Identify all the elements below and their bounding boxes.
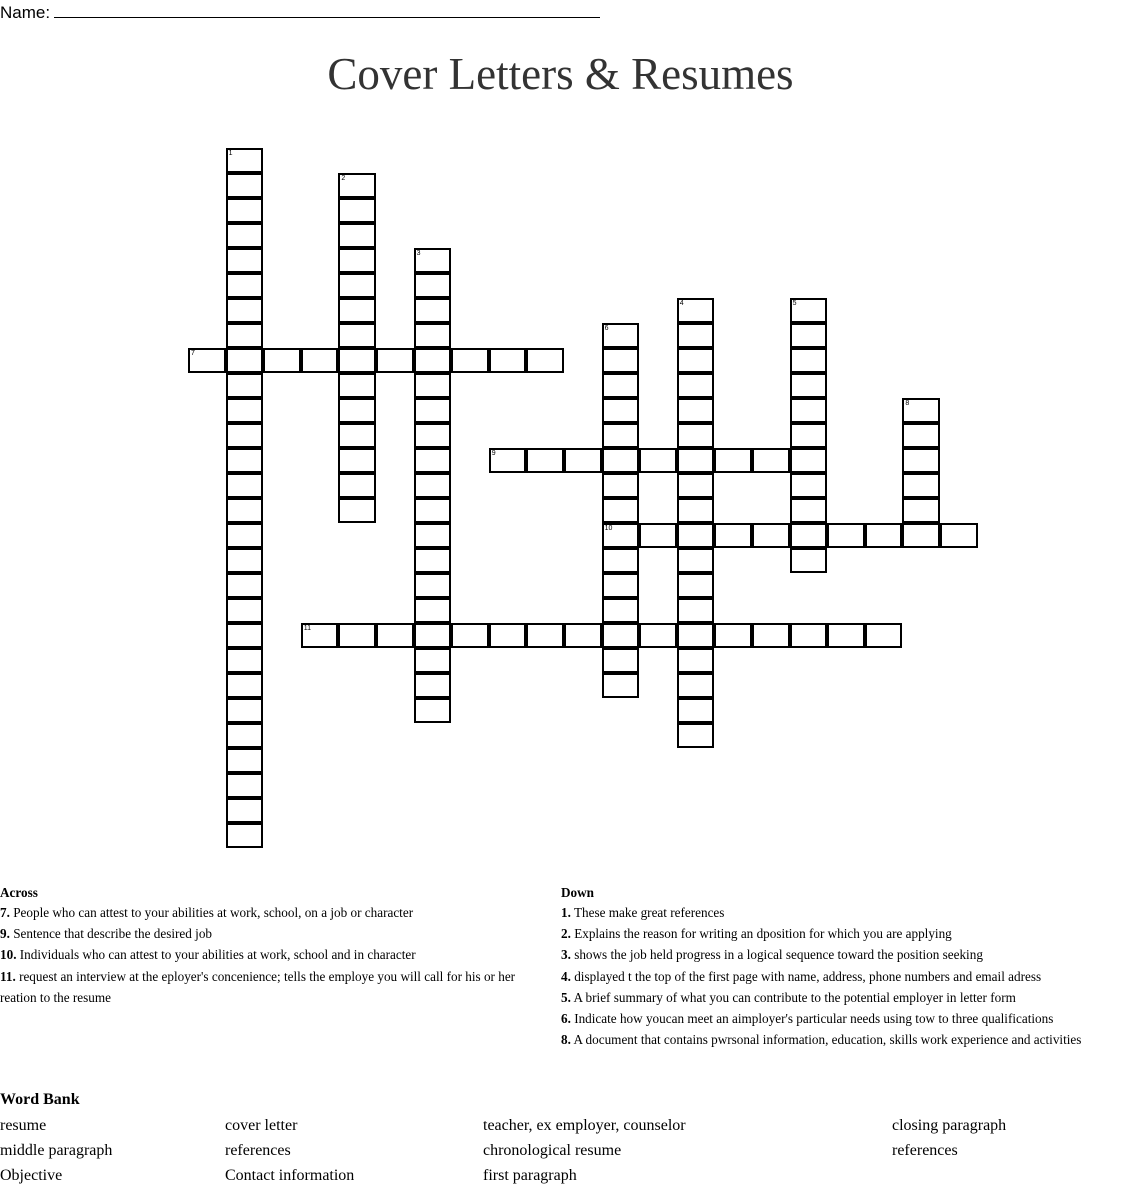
clue-number: 3.	[561, 947, 571, 963]
crossword-cell[interactable]	[902, 473, 940, 498]
crossword-cell[interactable]	[714, 623, 752, 648]
crossword-cell[interactable]	[602, 498, 640, 523]
crossword-cell[interactable]	[226, 823, 264, 848]
crossword-cell[interactable]	[338, 473, 376, 498]
clue-number: 2	[341, 175, 346, 182]
crossword-cell[interactable]	[677, 723, 715, 748]
down-clues	[561, 884, 1121, 1050]
crossword-cell[interactable]	[226, 248, 264, 273]
clue-number: 8.	[561, 1032, 571, 1048]
crossword-cell[interactable]	[226, 373, 264, 398]
clue-number: 9	[491, 450, 496, 457]
crossword-cell[interactable]	[790, 498, 828, 523]
down-heading: Down	[561, 885, 594, 900]
crossword-cell[interactable]	[414, 623, 452, 648]
crossword-cell[interactable]	[226, 348, 264, 373]
crossword-cell[interactable]	[226, 423, 264, 448]
crossword-cell[interactable]	[677, 473, 715, 498]
crossword-cell[interactable]	[602, 523, 640, 548]
crossword-cell[interactable]	[677, 673, 715, 698]
crossword-cell[interactable]	[677, 573, 715, 598]
crossword-cell[interactable]	[226, 573, 264, 598]
crossword-cell[interactable]	[414, 598, 452, 623]
word-bank-item: references	[225, 1142, 291, 1159]
crossword-cell[interactable]	[414, 423, 452, 448]
word-bank-item: first paragraph	[483, 1167, 577, 1184]
crossword-cell[interactable]	[414, 448, 452, 473]
crossword-cell[interactable]	[226, 523, 264, 548]
word-bank-item: teacher, ex employer, counselor	[483, 1117, 686, 1134]
clue-text: Indicate how youcan meet an aimployer's particular needs using tow to three qualifications	[570, 1011, 1054, 1027]
clue-number: 11.	[0, 968, 16, 984]
crossword-cell[interactable]	[602, 623, 640, 648]
clue-number: 8	[905, 400, 910, 407]
word-bank-item: closing paragraph	[892, 1117, 1007, 1134]
crossword-cell[interactable]	[188, 348, 226, 373]
crossword-cell[interactable]	[790, 373, 828, 398]
clue-text: Sentence that describe the desired job	[9, 926, 213, 942]
crossword-cell[interactable]	[902, 523, 940, 548]
crossword-cell[interactable]	[902, 448, 940, 473]
word-bank-title: Word Bank	[0, 1091, 80, 1108]
crossword-cell[interactable]	[226, 598, 264, 623]
crossword-cell[interactable]	[226, 723, 264, 748]
clue-number: 9.	[0, 926, 10, 942]
across-clue	[0, 902, 552, 923]
across-heading: Across	[0, 885, 38, 900]
clue-number: 10	[604, 525, 613, 532]
clue-number: 1.	[561, 905, 571, 920]
clue-number: 4	[679, 300, 684, 307]
down-clue	[561, 944, 1121, 965]
clue-text: shows the job held progress in a logical sequence toward the position seeking	[570, 947, 983, 963]
crossword-cell[interactable]	[790, 448, 828, 473]
crossword-cell[interactable]	[338, 223, 376, 248]
crossword-cell[interactable]	[338, 348, 376, 373]
down-clue	[561, 966, 1121, 987]
crossword-cell[interactable]	[526, 448, 564, 473]
crossword-cell[interactable]	[677, 323, 715, 348]
crossword-cell[interactable]	[414, 373, 452, 398]
crossword-cell[interactable]	[602, 323, 640, 348]
crossword-cell[interactable]	[226, 773, 264, 798]
clue-text: These make great references	[570, 905, 725, 920]
crossword-cell[interactable]	[451, 623, 489, 648]
crossword-cell[interactable]	[677, 623, 715, 648]
crossword-cell[interactable]	[526, 623, 564, 648]
crossword-cell[interactable]	[790, 398, 828, 423]
across-clue	[0, 944, 552, 965]
down-clue	[561, 987, 1121, 1008]
crossword-cell[interactable]	[564, 448, 602, 473]
crossword-cell[interactable]	[827, 623, 865, 648]
crossword-cell[interactable]	[414, 273, 452, 298]
crossword-cell[interactable]	[338, 448, 376, 473]
crossword-cell[interactable]	[865, 623, 903, 648]
crossword-cell[interactable]	[414, 323, 452, 348]
crossword-cell[interactable]	[790, 548, 828, 573]
word-bank-item: middle paragraph	[0, 1142, 113, 1159]
crossword-cell[interactable]	[226, 798, 264, 823]
crossword-cell[interactable]	[677, 523, 715, 548]
crossword-cell[interactable]	[677, 423, 715, 448]
crossword-cell[interactable]	[338, 273, 376, 298]
word-bank-item: resume	[0, 1117, 47, 1134]
across-clues	[0, 884, 552, 1008]
crossword-cell[interactable]	[602, 473, 640, 498]
crossword-cell[interactable]	[940, 523, 978, 548]
clue-text: People who can attest to your abilities at work, school, on a job or character	[9, 905, 414, 920]
clue-text: Individuals who can attest to your abilities at work, school and in character	[16, 947, 416, 963]
crossword-cell[interactable]	[752, 523, 790, 548]
clue-number: 5.	[561, 989, 571, 1005]
crossword-cell[interactable]	[790, 348, 828, 373]
clue-number: 7	[191, 350, 195, 357]
crossword-cell[interactable]	[790, 423, 828, 448]
crossword-cell[interactable]	[639, 448, 677, 473]
word-bank-item: Contact information	[225, 1167, 355, 1184]
crossword-cell[interactable]	[790, 523, 828, 548]
crossword-cell[interactable]	[714, 523, 752, 548]
crossword-cell[interactable]	[414, 473, 452, 498]
crossword-cell[interactable]	[714, 448, 752, 473]
crossword-cell[interactable]	[226, 473, 264, 498]
word-bank-item: chronological resume	[483, 1142, 622, 1159]
crossword-cell[interactable]	[602, 598, 640, 623]
crossword-cell[interactable]	[338, 373, 376, 398]
clue-number: 4.	[561, 968, 571, 984]
clue-number: 11	[303, 625, 312, 632]
clue-text: A document that contains pwrsonal information, education, skills work experience and activities	[570, 1032, 1082, 1048]
crossword-cell[interactable]	[639, 523, 677, 548]
clue-text: request an interview at the eployer's concenience; tells the employe you will call for his or her reation to the resume	[0, 968, 516, 1005]
crossword-cell[interactable]	[602, 673, 640, 698]
crossword-cell[interactable]	[338, 398, 376, 423]
crossword-cell[interactable]	[677, 398, 715, 423]
crossword-cell[interactable]	[489, 448, 527, 473]
crossword-cell[interactable]	[526, 348, 564, 373]
crossword-cell[interactable]	[226, 223, 264, 248]
crossword-cell[interactable]	[790, 623, 828, 648]
clue-number: 10.	[0, 947, 17, 963]
crossword-cell[interactable]	[376, 348, 414, 373]
crossword-cell[interactable]	[338, 623, 376, 648]
crossword-cell[interactable]	[414, 398, 452, 423]
crossword-cell[interactable]	[564, 623, 602, 648]
word-bank-item: cover letter	[225, 1117, 298, 1134]
crossword-cell[interactable]	[752, 448, 790, 473]
page-title: Cover Letters & Resumes	[327, 49, 794, 99]
crossword-cell[interactable]	[639, 623, 677, 648]
crossword-cell[interactable]	[226, 298, 264, 323]
crossword-cell[interactable]	[602, 348, 640, 373]
crossword-cell[interactable]	[301, 623, 339, 648]
crossword-cell[interactable]	[677, 598, 715, 623]
crossword-cell[interactable]	[602, 648, 640, 673]
down-clue	[561, 1008, 1121, 1029]
crossword-cell[interactable]	[602, 423, 640, 448]
word-bank-item: Objective	[0, 1167, 63, 1184]
crossword-cell[interactable]	[677, 648, 715, 673]
crossword-cell[interactable]	[414, 523, 452, 548]
down-clue	[561, 902, 1121, 923]
name-label: Name:	[0, 3, 51, 22]
crossword-cell[interactable]	[414, 673, 452, 698]
clue-number: 6.	[561, 1011, 571, 1027]
down-clue	[561, 1029, 1121, 1050]
crossword-cell[interactable]	[489, 623, 527, 648]
crossword-cell[interactable]	[226, 173, 264, 198]
crossword-cell[interactable]	[790, 298, 828, 323]
crossword-cell[interactable]	[376, 623, 414, 648]
crossword-cell[interactable]	[414, 648, 452, 673]
crossword-cell[interactable]	[414, 573, 452, 598]
clue-text: Explains the reason for writing an dposition for which you are applying	[570, 926, 952, 942]
crossword-cell[interactable]	[677, 448, 715, 473]
crossword-cell[interactable]	[602, 548, 640, 573]
crossword-cell[interactable]	[790, 323, 828, 348]
crossword-cell[interactable]	[414, 498, 452, 523]
crossword-cell[interactable]	[752, 623, 790, 648]
crossword-cell[interactable]	[301, 348, 339, 373]
crossword-cell[interactable]	[414, 698, 452, 723]
crossword-cell[interactable]	[677, 298, 715, 323]
crossword-cell[interactable]	[226, 698, 264, 723]
crossword-cell[interactable]	[414, 298, 452, 323]
crossword-cell[interactable]	[226, 148, 264, 173]
crossword-cell[interactable]	[790, 473, 828, 498]
crossword-cell[interactable]	[677, 498, 715, 523]
clue-number: 2.	[561, 926, 571, 942]
crossword-cell[interactable]	[338, 498, 376, 523]
crossword-cell[interactable]	[226, 323, 264, 348]
crossword-cell[interactable]	[677, 373, 715, 398]
clue-text: displayed t the top of the first page with name, address, phone numbers and email adress	[570, 968, 1042, 984]
crossword-cell[interactable]	[226, 673, 264, 698]
crossword-cell[interactable]	[226, 498, 264, 523]
crossword-cell[interactable]	[338, 248, 376, 273]
crossword-cell[interactable]	[338, 423, 376, 448]
clue-number: 5	[792, 300, 797, 307]
crossword-cell[interactable]	[226, 623, 264, 648]
crossword-cell[interactable]	[602, 398, 640, 423]
crossword-cell[interactable]	[226, 648, 264, 673]
crossword-cell[interactable]	[865, 523, 903, 548]
clue-number: 6	[604, 325, 609, 332]
crossword-cell[interactable]	[677, 348, 715, 373]
crossword-cell[interactable]	[414, 548, 452, 573]
crossword-cell[interactable]	[902, 498, 940, 523]
down-clue	[561, 923, 1121, 944]
crossword-cell[interactable]	[226, 273, 264, 298]
crossword-cell[interactable]	[414, 348, 452, 373]
word-bank-item: references	[892, 1142, 958, 1159]
crossword-cell[interactable]	[677, 548, 715, 573]
crossword-cell[interactable]	[902, 423, 940, 448]
crossword-cell[interactable]	[489, 348, 527, 373]
crossword-cell[interactable]	[338, 198, 376, 223]
crossword-cell[interactable]	[226, 398, 264, 423]
crossword-cell[interactable]	[226, 748, 264, 773]
across-clue	[0, 923, 552, 944]
crossword-cell[interactable]	[602, 573, 640, 598]
crossword-cell[interactable]	[226, 548, 264, 573]
crossword-cell[interactable]	[602, 373, 640, 398]
across-clue	[0, 966, 552, 1008]
crossword-cell[interactable]	[338, 323, 376, 348]
crossword-cell[interactable]	[827, 523, 865, 548]
crossword-cell[interactable]	[602, 448, 640, 473]
crossword-cell[interactable]	[414, 248, 452, 273]
crossword-cell[interactable]	[338, 173, 376, 198]
crossword-cell[interactable]	[902, 398, 940, 423]
crossword-cell[interactable]	[226, 448, 264, 473]
crossword-cell[interactable]	[677, 698, 715, 723]
clue-number: 3	[416, 250, 421, 257]
crossword-cell[interactable]	[338, 298, 376, 323]
clue-number: 7.	[0, 905, 10, 920]
clue-number: 1	[228, 150, 233, 157]
crossword-cell[interactable]	[226, 198, 264, 223]
crossword-cell[interactable]	[451, 348, 489, 373]
clue-text: A brief summary of what you can contribute to the potential employer in letter form	[570, 989, 1016, 1005]
crossword-cell[interactable]	[263, 348, 301, 373]
